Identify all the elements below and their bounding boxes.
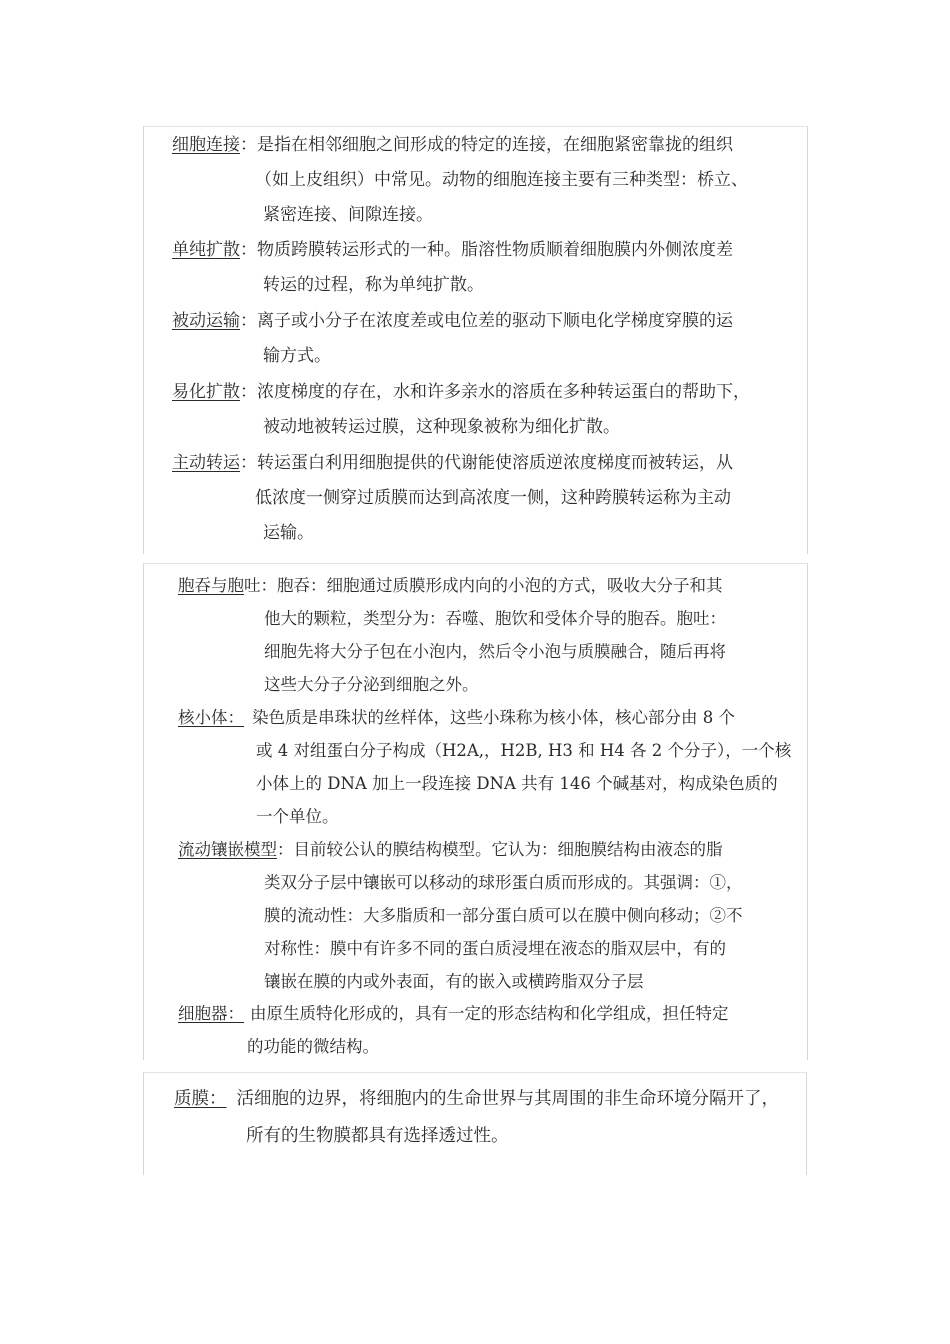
definition-entry [178, 569, 726, 701]
definition-continuation: 这些大分子分泌到细胞之外。 [264, 675, 479, 694]
definition-term: 核小体： [178, 708, 244, 727]
definition-term: 胞吞与胞 [178, 576, 244, 595]
definition-continuation: 对称性：膜中有许多不同的蛋白质浸埋在液态的脂双层中，有的 [264, 939, 726, 958]
definition-continuation: 细胞先将大分子包在小泡内，然后令小泡与质膜融合，随后再将 [264, 642, 726, 661]
document-panel-3 [143, 1072, 807, 1175]
term-separator: ： [240, 382, 257, 402]
definition-continuation: 他大的颗粒，类型分为：吞噬、胞饮和受体介导的胞吞。胞吐： [264, 609, 726, 628]
definition-entry [172, 128, 748, 233]
definition-text: 转运蛋白利用细胞提供的代谢能使溶质逆浓度梯度而被转运，从 [257, 453, 733, 473]
definition-term: 细胞器： [178, 1004, 244, 1023]
definition-term: 细胞连接 [172, 135, 240, 155]
definition-continuation: 被动地被转运过膜，这种现象被称为细化扩散。 [263, 417, 620, 437]
definition-continuation: 所有的生物膜都具有选择透过性。 [246, 1126, 509, 1146]
definition-entry [172, 375, 750, 445]
definition-continuation: 类双分子层中镶嵌可以移动的球形蛋白质而形成的。其强调：①， [264, 873, 743, 892]
definition-continuation: 小体上的 DNA 加上一段连接 DNA 共有 146 个碱基对，构成染色质的 [256, 774, 778, 793]
term-separator: ： [277, 840, 294, 859]
document-panel-1 [143, 126, 808, 554]
definition-entry [172, 304, 733, 374]
document-panel-2 [143, 563, 808, 1060]
definition-term: 被动运输 [172, 311, 240, 331]
definition-text: 是指在相邻细胞之间形成的特定的连接，在细胞紧密靠拢的组织 [257, 135, 733, 155]
definition-text: 胞吞：细胞通过质膜形成内向的小泡的方式，吸收大分子和其 [277, 576, 723, 595]
definition-text: 离子或小分子在浓度差或电位差的驱动下顺电化学梯度穿膜的运 [257, 311, 733, 331]
definition-text: 浓度梯度的存在，水和许多亲水的溶质在多种转运蛋白的帮助下， [257, 382, 750, 402]
definition-continuation: 低浓度一侧穿过质膜而达到高浓度一侧，这种跨膜转运称为主动 [255, 488, 731, 508]
definition-continuation: 镶嵌在膜的内或外表面，有的嵌入或横跨脂双分子层 [264, 972, 644, 991]
definition-continuation: 一个单位。 [256, 807, 339, 826]
definition-term: 流动镶嵌模型 [178, 840, 277, 859]
term-separator: ： [240, 240, 257, 260]
definition-continuation: 或 4 对组蛋白分子构成（H2A,，H2B, H3 和 H4 各 2 个分子），一个核 [256, 741, 792, 760]
definition-entry [178, 833, 743, 998]
term-separator: ： [240, 453, 257, 473]
definition-continuation: 紧密连接、间隙连接。 [263, 205, 433, 225]
definition-entry [174, 1081, 779, 1155]
definition-text: 由原生质特化形成的，具有一定的形态结构和化学组成，担任特定 [250, 1004, 729, 1023]
definition-entry [178, 997, 729, 1063]
definition-continuation: （如上皮组织）中常见。动物的细胞连接主要有三种类型：桥立、 [255, 170, 748, 190]
term-separator: ： [240, 311, 257, 331]
definition-entry [172, 233, 733, 303]
definition-text: 目前较公认的膜结构模型。它认为：细胞膜结构由液态的脂 [293, 840, 723, 859]
definition-continuation: 的功能的微结构。 [247, 1037, 379, 1056]
definition-term: 易化扩散 [172, 382, 240, 402]
definition-term: 单纯扩散 [172, 240, 240, 260]
definition-continuation: 转运的过程，称为单纯扩散。 [263, 275, 484, 295]
definition-term: 主动转运 [172, 453, 240, 473]
definition-term: 质膜： [174, 1089, 227, 1109]
term-separator: 吐： [244, 576, 277, 595]
definition-entry [172, 446, 733, 551]
definition-text: 活细胞的边界，将细胞内的生命世界与其周围的非生命环境分隔开了， [236, 1089, 779, 1109]
definition-continuation: 膜的流动性：大多脂质和一部分蛋白质可以在膜中侧向移动；②不 [264, 906, 743, 925]
term-separator: ： [240, 135, 257, 155]
definition-entry [178, 701, 791, 833]
definition-text: 物质跨膜转运形式的一种。脂溶性物质顺着细胞膜内外侧浓度差 [257, 240, 733, 260]
definition-continuation: 运输。 [263, 523, 314, 543]
definition-text: 染色质是串珠状的丝样体，这些小珠称为核小体，核心部分由 8 个 [252, 708, 735, 727]
definition-continuation: 输方式。 [263, 346, 331, 366]
